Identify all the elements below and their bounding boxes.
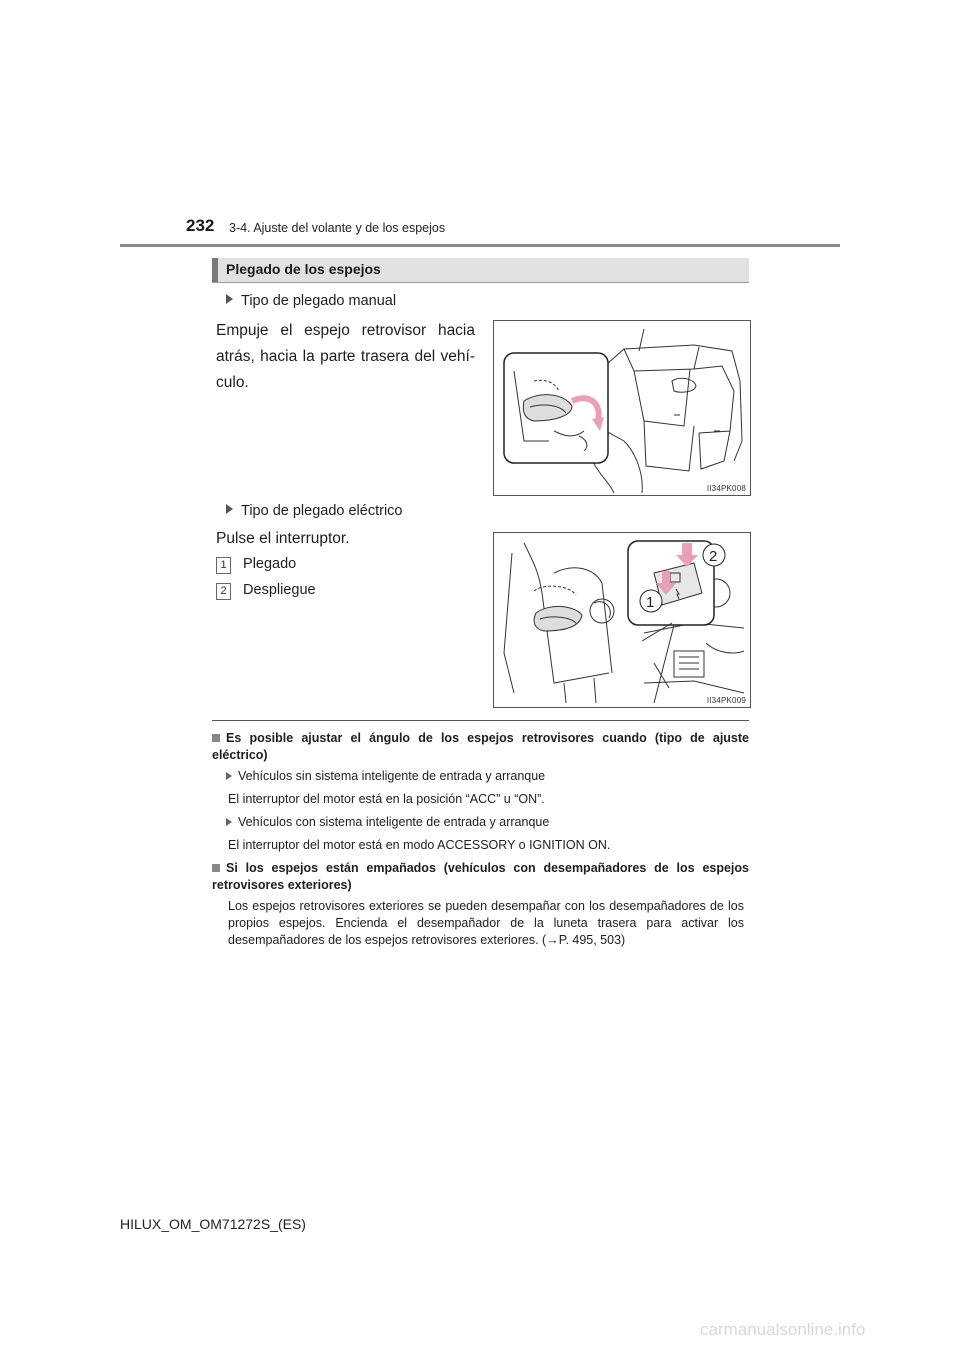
note-1-heading: Es posible ajustar el ángulo de los espejos retrovisores cuando (tipo de ajuste eléctrico): [212, 731, 749, 762]
square-bullet-icon: [212, 734, 220, 742]
section-heading: [212, 258, 749, 283]
section-heading-text: Plegado de los espejos: [226, 261, 381, 277]
figure-electric-fold: [493, 532, 751, 708]
triangle-bullet-icon: [226, 504, 233, 514]
number-badge: 2: [216, 583, 231, 600]
square-bullet-icon: [212, 864, 220, 872]
list-item-plegado: 1 Plegado: [216, 553, 296, 575]
note-1-sub-1: Vehículos sin sistema inteligente de entrada y arranque: [226, 768, 545, 785]
page-number: 232: [186, 216, 215, 235]
svg-text:1: 1: [646, 594, 655, 611]
manual-fold-illustration: [494, 321, 750, 495]
document-id: HILUX_OM_OM71272S_(ES): [120, 1216, 306, 1232]
notes-divider: [212, 720, 749, 721]
note-1-text-2: El interruptor del motor está en modo ACCESSORY o IGNITION ON.: [228, 838, 611, 852]
note-2-text: Los espejos retrovisores exteriores se pueden desempañar con los desempañadores de los propios espejos. Encienda el desempañador de la luneta trasera para activar los desempañadores de los espejos retrovisores exteriores. (→P. 495, 503): [228, 899, 744, 947]
heading-bar: [212, 258, 218, 282]
triangle-bullet-icon: [226, 294, 233, 304]
manual-description: Empuje el espejo retrovisor hacia atrás, hacia la parte trasera del vehí-culo.: [216, 322, 475, 391]
electric-type-label: Tipo de plegado eléctrico: [226, 500, 402, 522]
note-1-text-1: El interruptor del motor está en la posición “ACC” u “ON”.: [228, 792, 545, 806]
number-badge: 1: [216, 557, 231, 574]
list-item-despliegue: 2 Despliegue: [216, 579, 316, 601]
svg-text:2: 2: [709, 548, 718, 565]
section-title: 3-4. Ajuste del volante y de los espejos: [229, 221, 446, 235]
watermark: carmanualsonline.info: [700, 1320, 866, 1339]
header-rule: [120, 244, 840, 247]
triangle-bullet-icon: [226, 818, 232, 826]
note-2-heading: Si los espejos están empañados (vehículos con desempañadores de los espejos retrovisores exteriores): [212, 861, 749, 892]
electric-description: Pulse el interruptor.: [216, 530, 350, 547]
figure-code: II34PK009: [706, 696, 746, 705]
electric-fold-illustration: [494, 533, 750, 707]
triangle-bullet-icon: [226, 772, 232, 780]
manual-type-label: Tipo de plegado manual: [226, 290, 396, 312]
figure-manual-fold: [493, 320, 751, 496]
figure-code: II34PK008: [706, 484, 746, 493]
note-1-sub-2: Vehículos con sistema inteligente de entrada y arranque: [226, 814, 549, 831]
